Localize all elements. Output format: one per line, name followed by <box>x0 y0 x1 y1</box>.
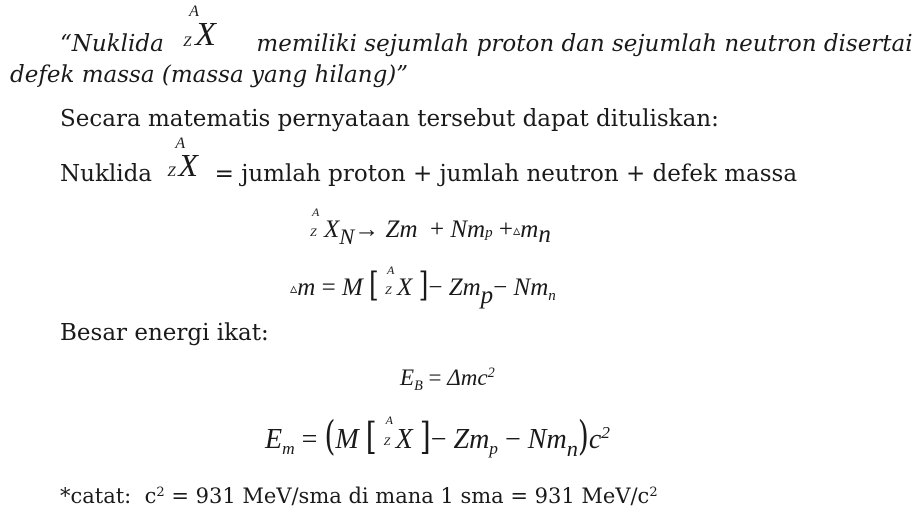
eq4-X: X <box>395 424 413 455</box>
eq1-n-subscript: n <box>538 221 551 248</box>
atomic-number: Z <box>383 434 391 448</box>
footnote-c: c <box>144 484 157 508</box>
eq4-right-bracket: ] <box>419 414 431 459</box>
quote-line-1 <box>60 3 913 57</box>
delta-icon: ▵ <box>512 222 521 239</box>
atomic-number: Z <box>385 283 392 297</box>
quote-line-2: defek massa (massa yang hilang)” <box>10 62 409 88</box>
eq4-minus-2: − <box>504 424 521 455</box>
mass-number: A <box>387 263 395 277</box>
eq2-right-bracket: ] <box>418 265 429 305</box>
eq1-plus-1: + <box>430 216 445 243</box>
eq4-nuclide <box>383 413 396 448</box>
word-definition <box>60 135 798 187</box>
footnote-text: = 931 MeV/sma di mana 1 sma = 931 MeV/c <box>171 484 650 508</box>
eq4-squared: 2 <box>601 423 610 443</box>
atomic-number: Z <box>310 225 317 239</box>
footnote-label: *catat: <box>60 484 132 508</box>
eq2-n-subscript: n <box>548 288 556 305</box>
eq4-M: M <box>335 424 359 455</box>
definition-prefix: Nuklida <box>60 161 153 187</box>
eq1-Zm: Zm <box>385 216 418 243</box>
mass-number: A <box>385 413 393 427</box>
quote-rest-1: memiliki sejumlah proton dan sejumlah neutron disertai <box>256 31 913 57</box>
eq4-c: c <box>588 424 602 455</box>
delta-icon: ▵ <box>290 280 298 297</box>
eq1-plus-2: + <box>498 216 513 243</box>
eq3-equals: = <box>428 365 442 390</box>
equation-binding-energy <box>400 365 495 394</box>
eq4-p-subscript: p <box>489 439 498 459</box>
eq2-minus-2: − <box>493 274 508 301</box>
eq1-Nm: Nm <box>450 216 486 243</box>
equation-decomposition <box>310 205 551 249</box>
arrow-icon: → <box>354 216 380 243</box>
eq4-left-paren: ( <box>324 411 336 460</box>
eq1-nuclide <box>310 205 324 239</box>
eq2-M: M <box>341 274 363 301</box>
eq2-nuclide <box>385 263 397 297</box>
element-symbol: X <box>178 147 198 183</box>
eq3-rhs: Δmc <box>447 365 488 390</box>
eq2-m: m <box>297 274 316 301</box>
eq1-N-subscript: N <box>339 223 355 249</box>
equation-binding-energy-expanded <box>265 411 610 461</box>
atomic-number: Z <box>167 164 176 180</box>
eq2-minus-1: − <box>428 274 443 301</box>
eq3-B-subscript: B <box>414 377 423 394</box>
footnote <box>60 486 658 507</box>
mass-number: A <box>175 135 186 152</box>
eq1-p-subscript: p <box>485 225 493 241</box>
eq4-Nm: Nm <box>527 424 567 455</box>
mass-number: A <box>312 205 320 219</box>
mass-number: A <box>189 3 199 20</box>
quote-nuclide-symbol <box>181 3 227 53</box>
binding-energy-label: Besar energi ikat: <box>60 320 269 346</box>
eq2-equals: = <box>321 274 336 301</box>
eq2-left-bracket: [ <box>369 265 379 305</box>
statement-text: Secara matematis pernyataan tersebut dapat dituliskan: <box>60 106 719 132</box>
eq2-X: X <box>397 274 413 301</box>
quote-open: “Nuklida <box>60 31 164 57</box>
eq4-right-paren: ) <box>577 411 589 460</box>
eq3-E: E <box>400 365 415 390</box>
footnote-squared-2: 2 <box>649 484 658 500</box>
eq4-minus-1: − <box>430 424 447 455</box>
eq2-Zm: Zm <box>448 274 481 301</box>
atomic-number: Z <box>183 34 192 50</box>
eq4-equals: = <box>301 424 318 455</box>
element-symbol: X <box>195 16 216 53</box>
eq4-left-bracket: [ <box>365 414 377 459</box>
eq4-Zm: Zm <box>453 424 490 455</box>
definition-rest: = jumlah proton + jumlah neutron + defek massa <box>214 161 798 187</box>
eq3-squared: 2 <box>487 365 495 382</box>
equation-mass-defect <box>290 263 556 309</box>
eq4-m-subscript: m <box>282 439 295 459</box>
definition-nuclide-symbol <box>165 135 205 183</box>
eq1-X: X <box>324 216 340 243</box>
eq4-E: E <box>265 424 283 455</box>
eq2-Nm: Nm <box>513 274 549 301</box>
eq4-n-subscript: n <box>566 435 578 461</box>
eq2-p-subscript: p <box>480 281 494 309</box>
eq1-m: m <box>520 216 539 243</box>
footnote-squared-1: 2 <box>156 484 165 500</box>
